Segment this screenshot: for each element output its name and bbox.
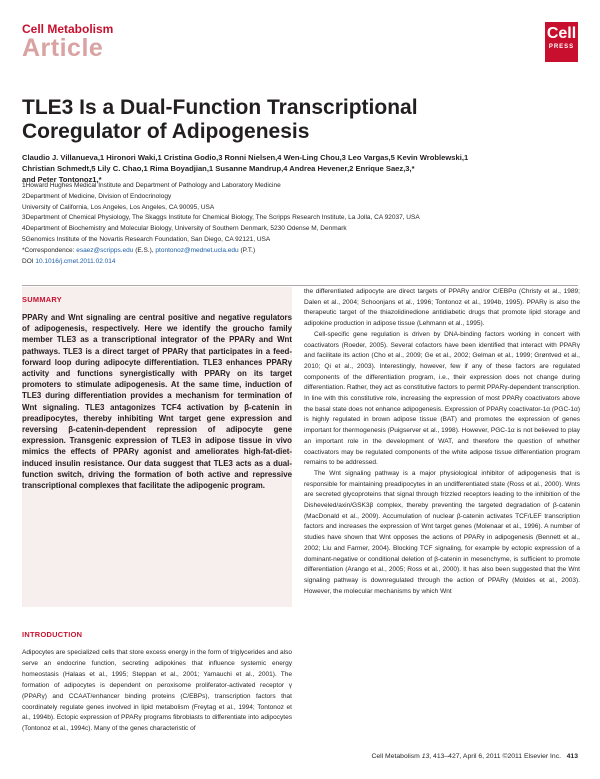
- footer-volume: 13: [421, 753, 430, 760]
- doi-link[interactable]: 10.1016/j.cmet.2011.02.014: [35, 257, 116, 265]
- article-title: [22, 96, 562, 144]
- right-column: [304, 287, 580, 597]
- page-number: 413: [566, 753, 578, 760]
- affiliation-5: 4Department of Biochemistry and Molecular Biology, University of Southern Denmark, 5230 Odense M, Denmark: [22, 225, 347, 233]
- correspondence: [22, 246, 592, 257]
- paragraph-2: Cell-specific gene regulation is driven by DNA-binding factors working in concert with coactivators (Roeder, 2005). Several cofactors have been identified that interact with PPARγ and facilitate its action (Cho et al., 2009; Ge et al., 2002; Gelman et al., 1999; Grøntved et al., 2010; Qi et al., 2003). Interestingly, however, few if any of these factors are regulated components of the differentiation program, i.e., their expression does not change during differentiation. Rather, they act as constitutive factors to permit PPARγ-dependent transcription. In line with this constitutive role, increasing the expression of most PPARγ coactivators above the basal state does not enhance adipogenesis. Expression of PPARγ coactivator-1α (PGC-1α) is highly regulated in brown adipose tissue (BAT) and promotes the expression of genes important for thermogenesis (Puigserver et al., 1998). However, PGC-1α is not believed to play an important role in the development of WAT, and therefore the question of whether coactivators may be regulated components of the white adipose tissue differentiation program remains to be addressed.: [304, 330, 580, 467]
- paragraph-3: The Wnt signaling pathway is a major physiological inhibitor of adipogenesis that is responsible for maintaining preadipocytes in an undifferentiated state (Ross et al., 2000). Wnts are secreted glycoproteins that signal through frizzled receptors leading to the inhibition of the Disheveled/axin/GSK3β complex, thereby preventing the targeted degradation of β-catenin (MacDonald et al., 2009). Accumulation of nuclear β-catenin activates TCF/LEF transcription factors and increases the expression of Wnt target genes (Molenaar et al., 1996). A number of studies have shown that Wnt opposes the actions of PPARγ in adipogenesis (Bennett et al., 2002; Liu and Farmer, 2004). Blocking TCF signaling, for example by ectopic expression of a dominant-negative or conditional deletion of β-catenin in mesenchyme, is sufficient to promote differentiation (Arango et al., 2005; Ross et al., 2000). It has also been suggested that the Wnt signaling pathway is downregulated through the action of PPARγ (Moldes et al., 2003). However, the molecular mechanisms by which Wnt: [304, 469, 580, 595]
- footer-journal: Cell Metabolism: [371, 753, 422, 760]
- paragraph-1: the differentiated adipocyte are direct targets of PPARγ and/or C/EBPα (Christy et al., 1989; Dalen et al., 2004; Schoonjans et al., 1996; Tontonoz et al., 1994b, 1995). PPARγ is also the therapeutic target of the thiazolidinedione antidiabetic drugs that promote lipid storage and adipokine production in adipose tissue (Lehmann et al., 1995).: [304, 288, 580, 328]
- footer-rest: , 413–427, April 6, 2011 ©2011 Elsevier Inc.: [429, 753, 561, 760]
- logo-sub: PRESS: [548, 44, 575, 50]
- introduction-heading: INTRODUCTION: [22, 630, 83, 639]
- journal-name: Cell Metabolism: [22, 22, 114, 36]
- affiliation-6: 5Genomics Institute of the Novartis Research Foundation, San Diego, CA 92121, USA: [22, 235, 271, 243]
- authors-line-3: and Peter Tontonoz1,*: [22, 174, 102, 184]
- affiliation-1: 1Howard Hughes Medical Institute and Department of Pathology and Laboratory Medicine: [22, 182, 281, 189]
- summary-box: [22, 287, 292, 607]
- doi-label: DOI: [22, 257, 36, 265]
- affiliation-3: University of California, Los Angeles, Los Angeles, CA 90095, USA: [22, 203, 215, 211]
- introduction-text: Adipocytes are specialized cells that store excess energy in the form of triglycerides and also serve an endocrine function, secreting adipokines that influence systemic energy homeostasis (Halaas et al., 1995; Steppan et al., 2001; Yamauchi et al., 2001). The formation of adipocytes is dependent on peroxisome proliferator-activated receptor γ (PPARγ) and CCAAT/enhancer binding proteins (C/EBPs), transcription factors that coordinately regulate genes involved in lipid metabolism (Freytag et al., 1994; Tontonoz et al., 1994b). Ectopic expression of PPARγ programs fibroblasts to differentiate into adipocytes (Tontonoz et al., 1994c). Many of the genes characteristic of: [22, 649, 292, 733]
- page-footer: [300, 753, 578, 760]
- summary-heading: SUMMARY: [22, 295, 63, 304]
- correspondence-mid: (E.S.),: [133, 246, 156, 254]
- correspondence-end: (P.T.): [238, 246, 256, 254]
- email-link-tontonoz[interactable]: ptontonoz@mednet.ucla.edu: [155, 246, 239, 254]
- affiliations: [22, 181, 592, 267]
- header-divider: [22, 285, 578, 286]
- affiliation-4: 3Department of Chemical Physiology, The Skaggs Institute for Chemical Biology, The Scripps Research Institute, La Jolla, CA 92037, USA: [22, 214, 420, 222]
- summary-text: PPARγ and Wnt signaling are central positive and negative regulators of adipogenesis, respectively. Here we identify the groucho family member TLE3 as a transcriptional integrator of the PPARγ and Wnt pathways. TLE3 is a direct target of PPARγ that participates in a feed-forward loop during adipocyte differentiation. TLE3 enhances PPARγ activity and functions synergistically with PPARγ on its target promoters to stimulate adipogenesis. At the same time, induction of TLE3 during differentiation provides a mechanism for termination of Wnt signaling. TLE3 antagonizes TCF4 activation by β-catenin in preadipocytes, thereby inhibiting Wnt target gene expression and reversing β-catenin-dependent repression of adipocyte gene expression. Transgenic expression of TLE3 in adipose tissue in vivo mimics the effects of PPARγ agonist and ameliorates high-fat-diet-induced insulin resistance. Our data suggest that TLE3 acts as a dual-function switch, driving the formation of both active and repressive transcriptional complexes that facilitate the adipogenic program.: [22, 313, 292, 491]
- doi-line: [22, 257, 592, 268]
- title-line-1: TLE3 Is a Dual-Function Transcriptional: [22, 96, 418, 119]
- affiliation-2: 2Department of Medicine, Division of Endocrinology: [22, 192, 172, 200]
- correspondence-label: *Correspondence:: [22, 246, 77, 254]
- authors-line-2: Christian Schmedt,5 Lily C. Chao,1 Rima Boyadjian,1 Susanne Mandrup,4 Andrea Hevener,2 Enrique Saez,3,*: [22, 163, 415, 173]
- email-link-saez[interactable]: esaez@scripps.edu: [76, 246, 134, 254]
- cell-press-logo: [545, 22, 578, 62]
- authors-line-1: Claudio J. Villanueva,1 Hironori Waki,1 Cristina Godio,3 Ronni Nielsen,4 Wen-Ling Chou,3 Leo Vargas,5 Kevin Wroblewski,1: [22, 153, 469, 162]
- title-line-2: Coregulator of Adipogenesis: [22, 120, 310, 143]
- logo-word: Cell: [546, 25, 577, 42]
- article-type: Article: [22, 34, 104, 62]
